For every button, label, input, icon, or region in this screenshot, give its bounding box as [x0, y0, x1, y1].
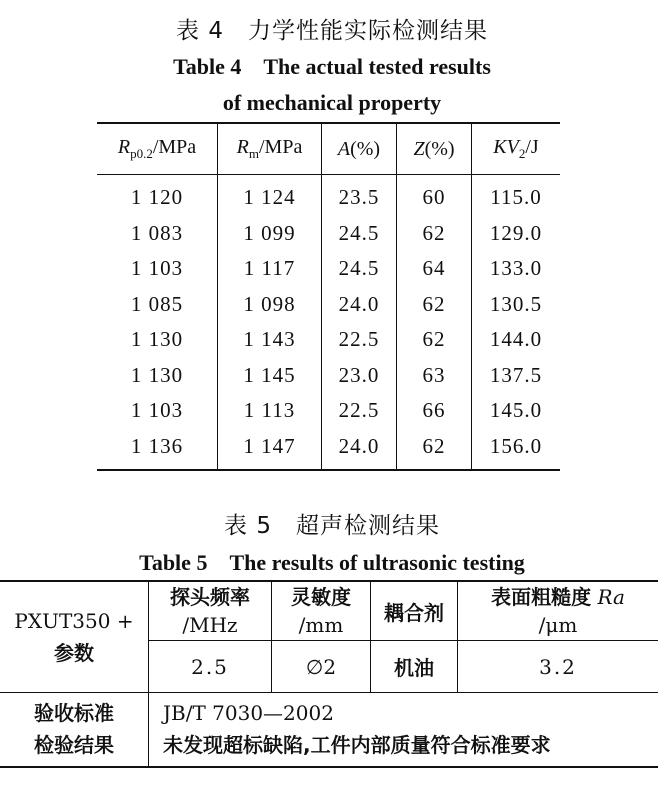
header-kv2: $KV_2/J$	[472, 123, 561, 175]
table-cell: 24.0	[322, 429, 397, 471]
roughness-value: 3.2	[458, 641, 659, 693]
table-cell: 1 117	[218, 251, 322, 287]
table-cell: 62	[397, 287, 472, 323]
table-cell: 22.5	[322, 393, 397, 429]
table-header-row	[97, 123, 560, 175]
table-cell: 24.0	[322, 287, 397, 323]
table5-title-en: Table 5 The results of ultrasonic testing	[139, 550, 525, 575]
table-cell: 1 083	[130, 220, 184, 245]
table4-title-en-line1: Table 4 The actual tested results	[173, 54, 491, 79]
table-row	[97, 251, 560, 287]
ultrasonic-testing-table	[0, 580, 658, 768]
table5-title-cn: 表 5 超声检测结果	[224, 513, 440, 539]
table-row	[97, 358, 560, 394]
table-cell: 1 130	[130, 362, 184, 387]
table-row	[97, 429, 560, 471]
table4-title-cn: 表 4 力学性能实际检测结果	[176, 18, 488, 44]
table-cell: 115.0	[472, 175, 561, 216]
table-cell: 1 130	[130, 327, 184, 352]
table-cell: 130.5	[472, 287, 561, 323]
table-cell: 145.0	[472, 393, 561, 429]
table-cell: 64	[397, 251, 472, 287]
sensitivity-value: ∅2	[272, 641, 371, 693]
table-cell: 62	[397, 429, 472, 471]
table-row	[97, 175, 560, 216]
table-cell: 1 124	[218, 175, 322, 216]
table-cell: 133.0	[472, 251, 561, 287]
table-cell: 1 143	[218, 322, 322, 358]
table-cell: 1 099	[218, 216, 322, 252]
equipment-label: PXUT350 + 参数	[0, 581, 149, 693]
table-cell: 156.0	[472, 429, 561, 471]
table-cell: 1 103	[130, 256, 184, 281]
couplant-value: 机油	[371, 641, 458, 693]
table-cell: 62	[397, 322, 472, 358]
table-cell: 137.5	[472, 358, 561, 394]
surface-roughness-header: 表面粗糙度 Ra /μm	[458, 581, 659, 641]
table-cell: 24.5	[322, 216, 397, 252]
table-cell: 1 120	[130, 185, 184, 210]
table-cell: 22.5	[322, 322, 397, 358]
sensitivity-header: 灵敏度 /mm	[272, 581, 371, 641]
table5-header-row	[0, 581, 658, 641]
table4-title-block	[0, 0, 664, 121]
table-cell: 66	[397, 393, 472, 429]
mechanical-property-table	[97, 122, 560, 471]
standard-result-labels: 验收标准 检验结果	[0, 693, 149, 767]
table5-result-row	[0, 693, 658, 767]
header-rp02: $R_{p0.2}$/MPa	[97, 123, 218, 175]
table-cell: 1 136	[130, 433, 184, 458]
table-cell: 63	[397, 358, 472, 394]
table-cell: 60	[397, 175, 472, 216]
table-cell: 1 145	[218, 358, 322, 394]
table-row	[97, 322, 560, 358]
table-cell: 23.0	[322, 358, 397, 394]
table-cell: 1 085	[130, 291, 184, 316]
table-cell: 144.0	[472, 322, 561, 358]
table-cell: 24.5	[322, 251, 397, 287]
table-row	[97, 393, 560, 429]
standard-result-values: JB/T 7030—2002 未发现超标缺陷,工件内部质量符合标准要求	[149, 693, 659, 767]
table-cell: 1 147	[218, 429, 322, 471]
header-a: A(%)	[322, 123, 397, 175]
table-cell: 62	[397, 216, 472, 252]
header-z: Z(%)	[397, 123, 472, 175]
table-row	[97, 216, 560, 252]
table4-title-en-line2: of mechanical property	[222, 90, 442, 115]
probe-frequency-value: 2.5	[149, 641, 272, 693]
table-cell: 1 103	[130, 398, 184, 423]
couplant-header: 耦合剂	[371, 581, 458, 641]
table-cell: 129.0	[472, 216, 561, 252]
table-cell: 1 098	[218, 287, 322, 323]
probe-frequency-header: 探头频率 /MHz	[149, 581, 272, 641]
table-cell: 1 113	[218, 393, 322, 429]
header-rm: $R_m$/MPa	[218, 123, 322, 175]
table-row	[97, 287, 560, 323]
table-cell: 23.5	[322, 175, 397, 216]
